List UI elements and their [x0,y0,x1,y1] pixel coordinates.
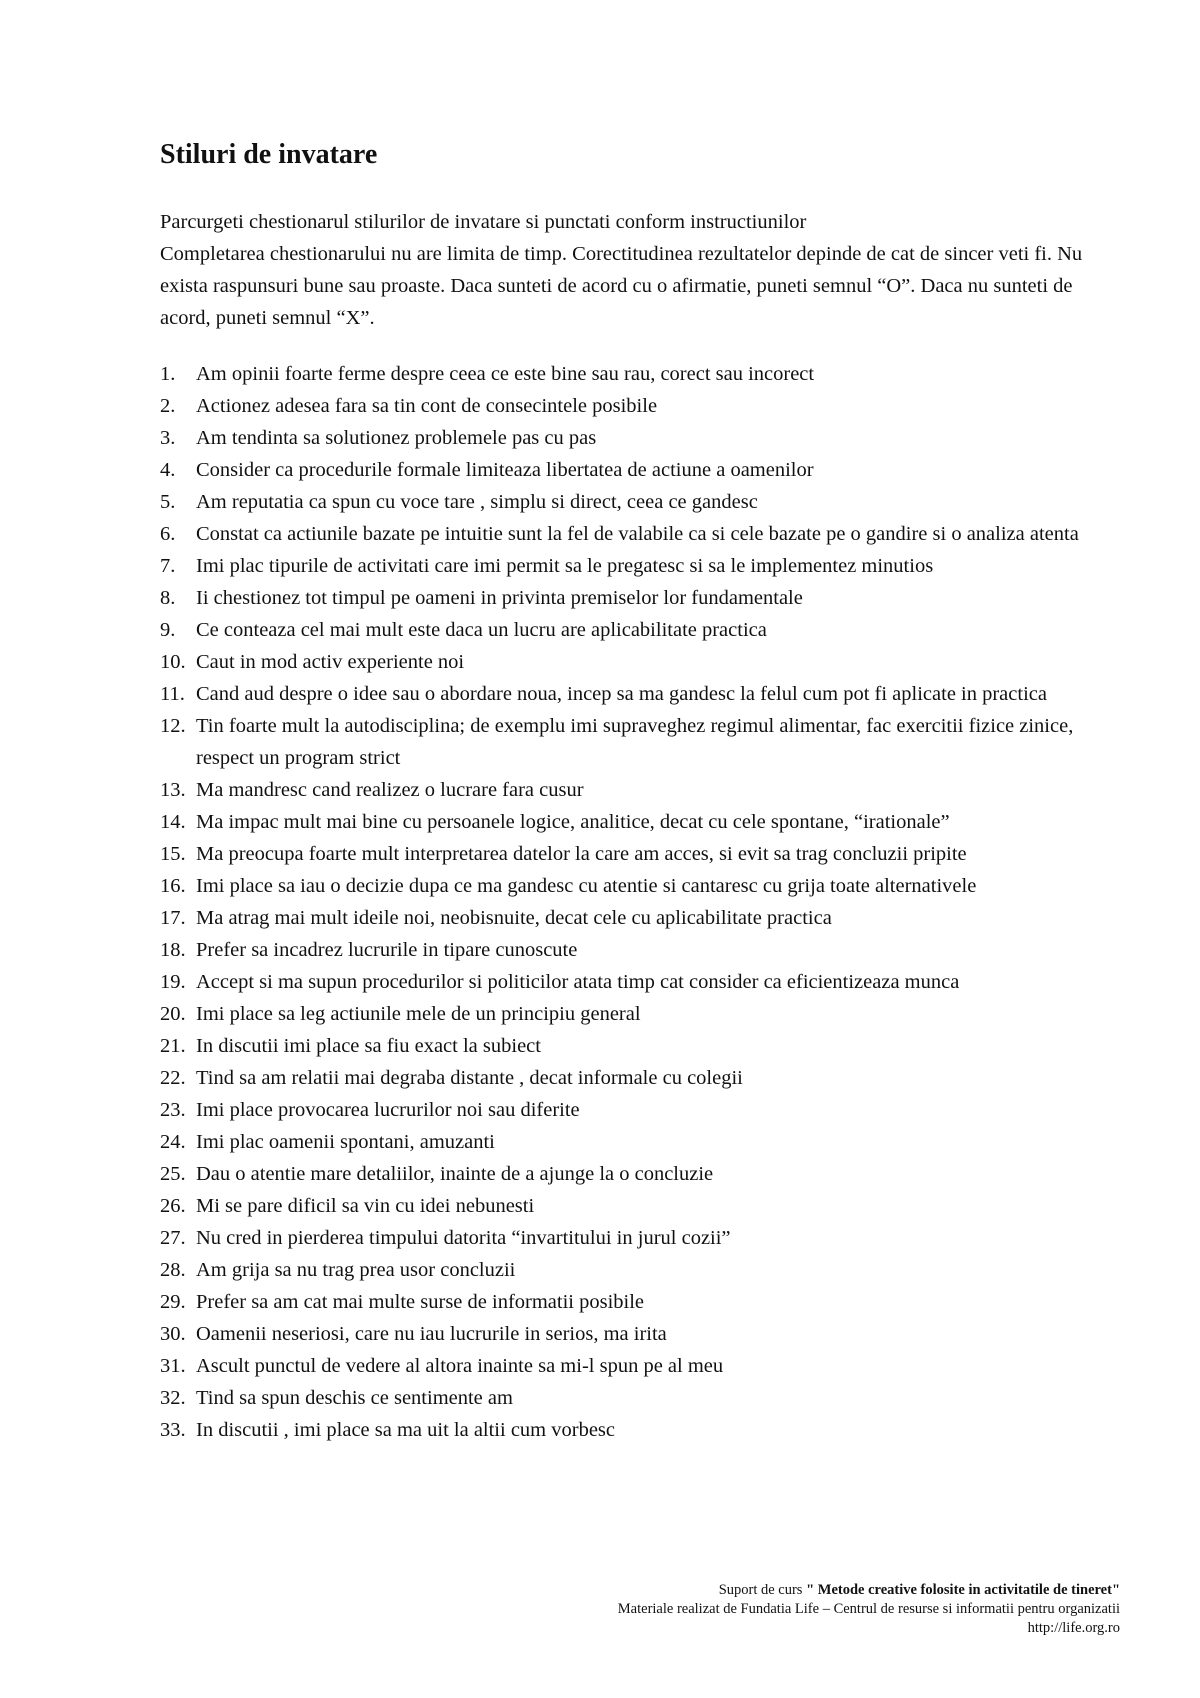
list-item-text: Mi se pare dificil sa vin cu idei nebunesti [196,1194,535,1217]
list-item-text: Ascult punctul de vedere al altora inainte sa mi-l spun pe al meu [196,1354,724,1377]
list-item [160,678,1120,710]
footer-course-title: " Metode creative folosite in activitatile de tineret" [806,1582,1120,1598]
list-item-text: Tind sa spun deschis ce sentimente am [196,1386,513,1409]
list-item-number: 21. [160,1034,186,1057]
list-item [160,1286,1120,1318]
list-item [160,1254,1120,1286]
list-item [160,1414,1120,1446]
list-item-number: 20. [160,1002,186,1025]
question-list [160,358,1120,1446]
list-item-text: Am opinii foarte ferme despre ceea ce este bine sau rau, corect sau incorect [196,362,815,385]
list-item-number: 12. [160,714,186,737]
list-item-text: Consider ca procedurile formale limiteaza libertatea de actiune a oamenilor [196,458,814,481]
list-item-number: 9. [160,618,176,641]
list-item-number: 3. [160,426,176,449]
list-item-number: 30. [160,1322,186,1345]
list-item [160,710,1120,774]
list-item-text: Prefer sa am cat mai multe surse de informatii posibile [196,1290,645,1313]
list-item [160,454,1120,486]
list-item-text: Tind sa am relatii mai degraba distante , decat informale cu colegii [196,1066,743,1089]
list-item-number: 26. [160,1194,186,1217]
list-item-text: Ce conteaza cel mai mult este daca un lucru are aplicabilitate practica [196,618,767,641]
list-item-text: Imi plac oamenii spontani, amuzanti [196,1130,495,1153]
list-item-text: Imi place provocarea lucrurilor noi sau diferite [196,1098,580,1121]
list-item-number: 23. [160,1098,186,1121]
list-item [160,1158,1120,1190]
list-item [160,486,1120,518]
list-item [160,1030,1120,1062]
list-item-text: Cand aud despre o idee sau o abordare noua, incep sa ma gandesc la felul cum pot fi aplicate in practica [196,682,1047,705]
list-item-text: In discutii , imi place sa ma uit la altii cum vorbesc [196,1418,615,1441]
list-item [160,646,1120,678]
list-item-text: Nu cred in pierderea timpului datorita “invartitului in jurul cozii” [196,1226,731,1249]
list-item-number: 2. [160,394,176,417]
list-item [160,966,1120,998]
list-item-number: 31. [160,1354,186,1377]
list-item-text: Oamenii neseriosi, care nu iau lucrurile in serios, ma irita [196,1322,667,1345]
list-item-number: 11. [160,682,185,705]
intro-paragraph: Completarea chestionarului nu are limita de timp. Corectitudinea rezultatelor depinde de cat de sincer veti fi. Nu exista raspunsuri bune sau proaste. Daca sunteti de acord cu o afirmatie, puneti semnul “O”. Daca nu sunteti de acord, puneti semnul “X”. [160,242,1083,329]
list-item-number: 28. [160,1258,186,1281]
list-item [160,1126,1120,1158]
list-item [160,998,1120,1030]
list-item-number: 4. [160,458,176,481]
list-item-number: 24. [160,1130,186,1153]
list-item [160,1350,1120,1382]
list-item-text: Actionez adesea fara sa tin cont de consecintele posibile [196,394,658,417]
list-item-number: 29. [160,1290,186,1313]
footer-url: http://life.org.ro [1027,1620,1120,1636]
list-item-number: 7. [160,554,176,577]
list-item-number: 32. [160,1386,186,1409]
list-item-text: Caut in mod activ experiente noi [196,650,465,673]
list-item-text: Dau o atentie mare detaliilor, inainte de a ajunge la o concluzie [196,1162,714,1185]
list-item-text: Imi place sa leg actiunile mele de un principiu general [196,1002,641,1025]
list-item [160,806,1120,838]
list-item-number: 13. [160,778,186,801]
list-item-text: Imi place sa iau o decizie dupa ce ma gandesc cu atentie si cantaresc cu grija toate alternativele [196,874,977,897]
footer-course-prefix: Suport de curs [718,1582,807,1598]
footer-course [618,1581,1120,1600]
list-item [160,358,1120,390]
list-item [160,1382,1120,1414]
page-title: Stiluri de invatare [160,139,378,170]
list-item-number: 19. [160,970,186,993]
intro-line: Parcurgeti chestionarul stilurilor de invatare si punctati conform instructiunilor [160,210,807,233]
footer [618,1581,1120,1638]
list-item-number: 25. [160,1162,186,1185]
list-item [160,390,1120,422]
list-item [160,1190,1120,1222]
footer-materials: Materiale realizat de Fundatia Life – Centrul de resurse si informatii pentru organizatii [617,1601,1120,1617]
list-item [160,518,1120,550]
list-item-number: 15. [160,842,186,865]
list-item-number: 10. [160,650,186,673]
list-item-number: 18. [160,938,186,961]
list-item [160,870,1120,902]
list-item [160,774,1120,806]
list-item-number: 33. [160,1418,186,1441]
list-item-number: 17. [160,906,186,929]
list-item-text: Prefer sa incadrez lucrurile in tipare cunoscute [196,938,578,961]
document-page [160,138,1120,1446]
list-item-text: Imi plac tipurile de activitati care imi permit sa le pregatesc si sa le implementez minutios [196,554,934,577]
list-item-number: 16. [160,874,186,897]
list-item-number: 14. [160,810,186,833]
list-item [160,1062,1120,1094]
list-item-number: 8. [160,586,176,609]
list-item [160,902,1120,934]
list-item [160,1222,1120,1254]
list-item-text: In discutii imi place sa fiu exact la subiect [196,1034,541,1057]
list-item-text: Ma preocupa foarte mult interpretarea datelor la care am acces, si evit sa trag concluzii pripite [196,842,967,865]
list-item-number: 22. [160,1066,186,1089]
list-item [160,422,1120,454]
intro [160,206,1120,334]
list-item-text: Am grija sa nu trag prea usor concluzii [196,1258,516,1281]
list-item [160,1094,1120,1126]
list-item-text: Ma mandresc cand realizez o lucrare fara cusur [196,778,584,801]
list-item-text: Am reputatia ca spun cu voce tare , simplu si direct, ceea ce gandesc [196,490,758,513]
list-item [160,1318,1120,1350]
list-item-text: Ma atrag mai mult ideile noi, neobisnuite, decat cele cu aplicabilitate practica [196,906,832,929]
list-item [160,838,1120,870]
list-item-text: Ii chestionez tot timpul pe oameni in privinta premiselor lor fundamentale [196,586,803,609]
list-item-text: Constat ca actiunile bazate pe intuitie sunt la fel de valabile ca si cele bazate pe o gandire si o analiza atenta [196,522,1079,545]
list-item-number: 5. [160,490,176,513]
list-item-text: Tin foarte mult la autodisciplina; de exemplu imi supraveghez regimul alimentar, fac exercitii fizice zinice, respect un program strict [196,714,1074,769]
list-item-number: 1. [160,362,176,385]
list-item-text: Ma impac mult mai bine cu persoanele logice, analitice, decat cu cele spontane, “irationale” [196,810,950,833]
list-item [160,550,1120,582]
list-item [160,614,1120,646]
list-item-text: Am tendinta sa solutionez problemele pas cu pas [196,426,597,449]
list-item-number: 27. [160,1226,186,1249]
list-item [160,934,1120,966]
list-item-number: 6. [160,522,176,545]
list-item [160,582,1120,614]
list-item-text: Accept si ma supun procedurilor si politicilor atata timp cat consider ca eficientizeaza munca [196,970,960,993]
